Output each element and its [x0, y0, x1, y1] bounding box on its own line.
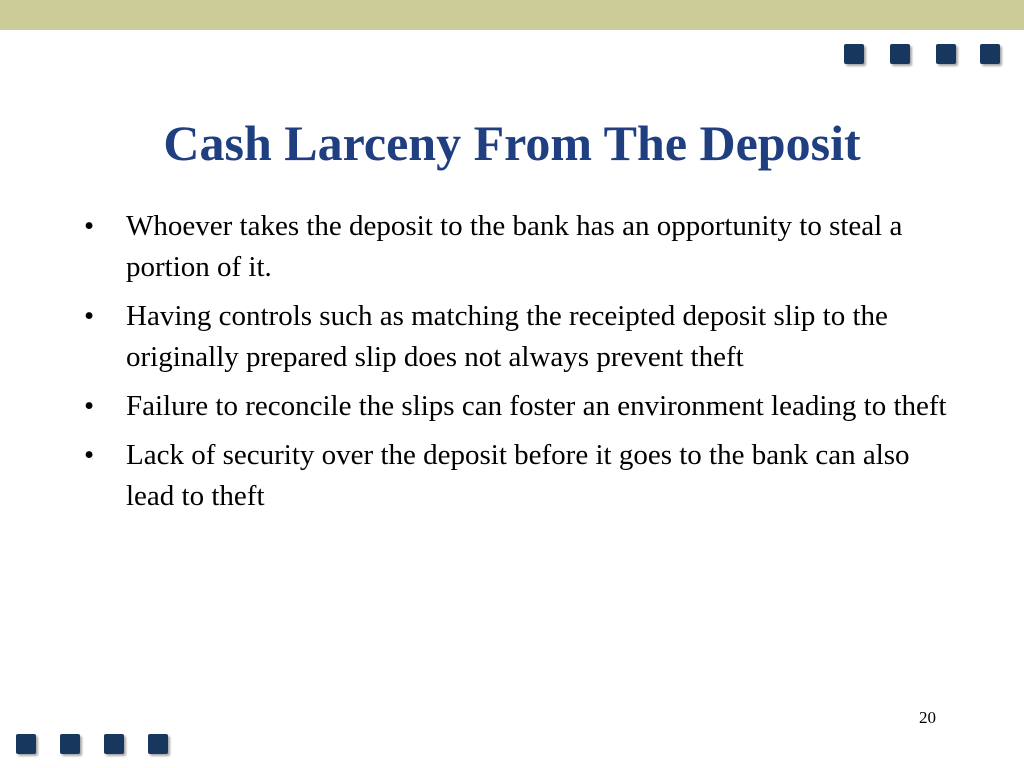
decorative-square-icon [890, 44, 910, 64]
page-number: 20 [919, 708, 936, 727]
bullet-text: Failure to reconcile the slips can foster an environment leading to theft [126, 390, 947, 422]
bullet-marker: • [84, 210, 95, 242]
top-accent-band [0, 0, 1024, 30]
bullet-item [84, 206, 964, 288]
bullet-item [84, 435, 964, 517]
bullet-marker: • [84, 439, 95, 471]
decorative-square-icon [16, 734, 36, 754]
bullet-text: Having controls such as matching the receipted deposit slip to the originally prepared slip does not always prevent theft [126, 300, 888, 373]
decorative-square-icon [936, 44, 956, 64]
bullet-marker: • [84, 390, 95, 422]
decorative-square-icon [148, 734, 168, 754]
bullet-marker: • [84, 300, 95, 332]
bullet-item [84, 386, 964, 427]
decorative-square-icon [104, 734, 124, 754]
decorative-square-icon [60, 734, 80, 754]
bullet-text: Lack of security over the deposit before it goes to the bank can also lead to theft [126, 439, 910, 512]
bullet-item [84, 296, 964, 378]
bullet-list [84, 206, 964, 525]
decorative-square-icon [844, 44, 864, 64]
decorative-square-icon [980, 44, 1000, 64]
slide-title: Cash Larceny From The Deposit [163, 115, 861, 171]
bullet-text: Whoever takes the deposit to the bank has an opportunity to steal a portion of it. [126, 210, 903, 283]
